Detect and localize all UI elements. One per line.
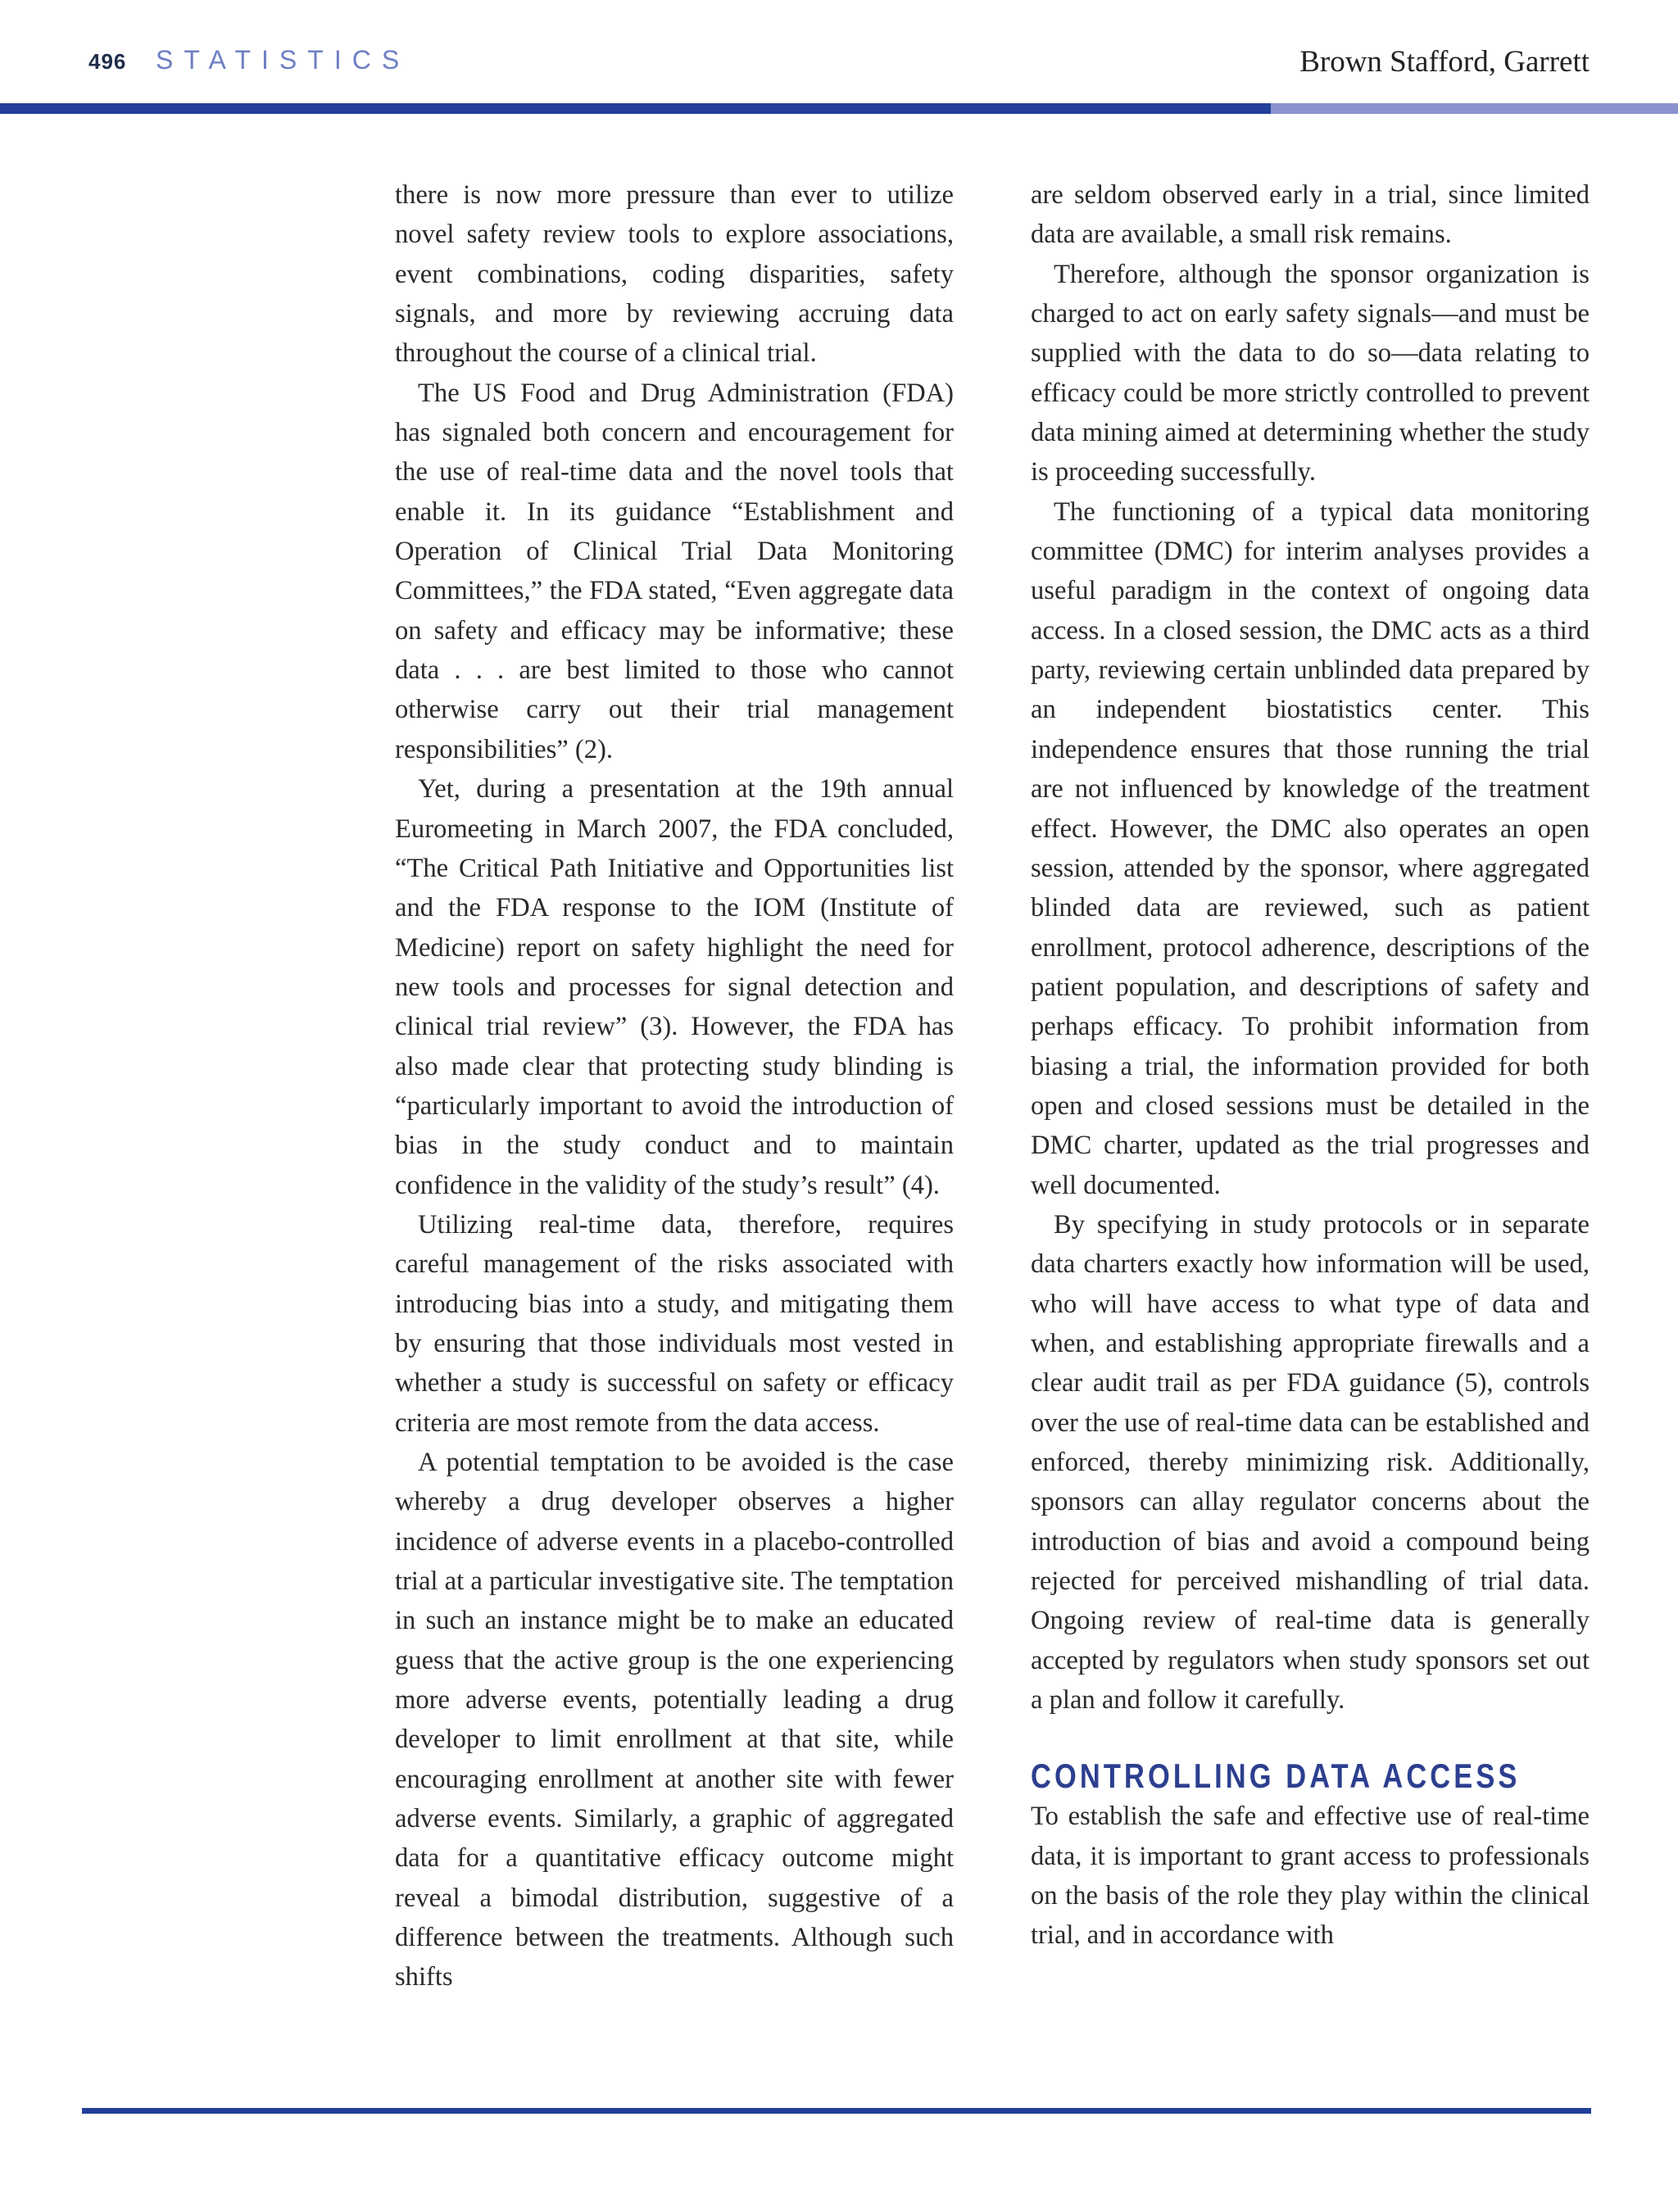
left-column — [395, 175, 954, 1997]
paragraph: A potential temptation to be avoided is the case whereby a drug developer observes a higher incidence of adverse events in a placebo-controlled trial at a particular investigative site. The temptation in such an instance might be to make an educated guess that the active group is the one experiencing more adverse events, potentially leading a drug developer to limit enrollment at that site, while encouraging enrollment at another site with fewer adverse events. Similarly, a graphic of aggregated data for a quantitative efficacy outcome might reveal a bimodal distribution, suggestive of a difference between the treatments. Although such shifts — [395, 1448, 954, 1992]
section-heading: CONTROLLING DATA ACCESS — [1031, 1756, 1521, 1796]
header-rule-light — [1271, 103, 1678, 114]
section-label: STATISTICS — [156, 45, 410, 75]
paragraph: are seldom observed early in a trial, since limited data are available, a small risk remains. — [1031, 180, 1590, 250]
page-header — [0, 0, 1678, 115]
paragraph: there is now more pressure than ever to utilize novel safety review tools to explore associations, event combinations, coding disparities, safety signals, and more by reviewing accruing data throughout the course of a clinical trial. — [395, 180, 954, 369]
paragraph: Utilizing real-time data, therefore, requires careful management of the risks associated with introducing bias into a study, and mitigating them by ensuring that those individuals most vested in whether a study is successful on safety or efficacy criteria are most remote from the data access. — [395, 1209, 954, 1438]
page-number: 496 — [88, 49, 127, 74]
paragraph: By specifying in study protocols or in separate data charters exactly how information will be used, who will have access to what type of data and when, and establishing appropriate firewalls and a clear audit trail as per FDA guidance (5), controls over the use of real-time data can be established and enforced, thereby minimizing risk. Additionally, sponsors can allay regulator concerns about the introduction of bias and avoid a compound being rejected for perceived mishandling of trial data. Ongoing review of real-time data is generally accepted by regulators when study sponsors set out a plan and follow it carefully. — [1031, 1209, 1590, 1716]
paragraph: Yet, during a presentation at the 19th annual Euromeeting in March 2007, the FDA concluded, “The Critical Path Initiative and Opportunities list and the FDA response to the IOM (Institute of Medicine) report on safety highlight the need for new tools and processes for signal detection and clinical trial review” (3). However, the FDA has also made clear that protecting study blinding is “particularly important to avoid the introduction of bias in the study conduct and to maintain confidence in the validity of the study’s result” (4). — [395, 774, 954, 1200]
paragraph: The US Food and Drug Administration (FDA) has signaled both concern and encouragement for the use of real-time data and the novel tools that enable it. In its guidance “Establishment and Operation of Clinical Trial Data Monitoring Committees,” the FDA stated, “Even aggregate data on safety and efficacy may be informative; these data . . . are best limited to those who cannot otherwise carry out their trial management responsibilities” (2). — [395, 378, 954, 764]
running-head-authors: Brown Stafford, Garrett — [1299, 45, 1590, 79]
paragraph: Therefore, although the sponsor organization is charged to act on early safety signals—and must be supplied with the data to do so—data relating to efficacy could be more strictly controlled to prevent data mining aimed at determining whether the study is proceeding successfully. — [1031, 259, 1590, 487]
header-rule-dark — [0, 103, 1271, 114]
footer-rule — [82, 2108, 1591, 2114]
paragraph: To establish the safe and effective use of real-time data, it is important to grant access to professionals on the basis of the role they play within the clinical trial, and in accordance with — [1031, 1802, 1590, 1951]
paragraph: The functioning of a typical data monitoring committee (DMC) for interim analyses provides a useful paradigm in the context of ongoing data access. In a closed session, the DMC acts as a third party, reviewing certain unblinded data prepared by an independent biostatistics center. This independence ensures that those running the trial are not influenced by knowledge of the treatment effect. However, the DMC also operates an open session, attended by the sponsor, where aggregated blinded data are reviewed, such as patient enrollment, protocol adherence, descriptions of the patient population, and descriptions of safety and perhaps efficacy. To prohibit information from biasing a trial, the information provided for both open and closed sessions must be detailed in the DMC charter, updated as the trial progresses and well documented. — [1031, 496, 1590, 1200]
right-column — [1031, 175, 1590, 1956]
